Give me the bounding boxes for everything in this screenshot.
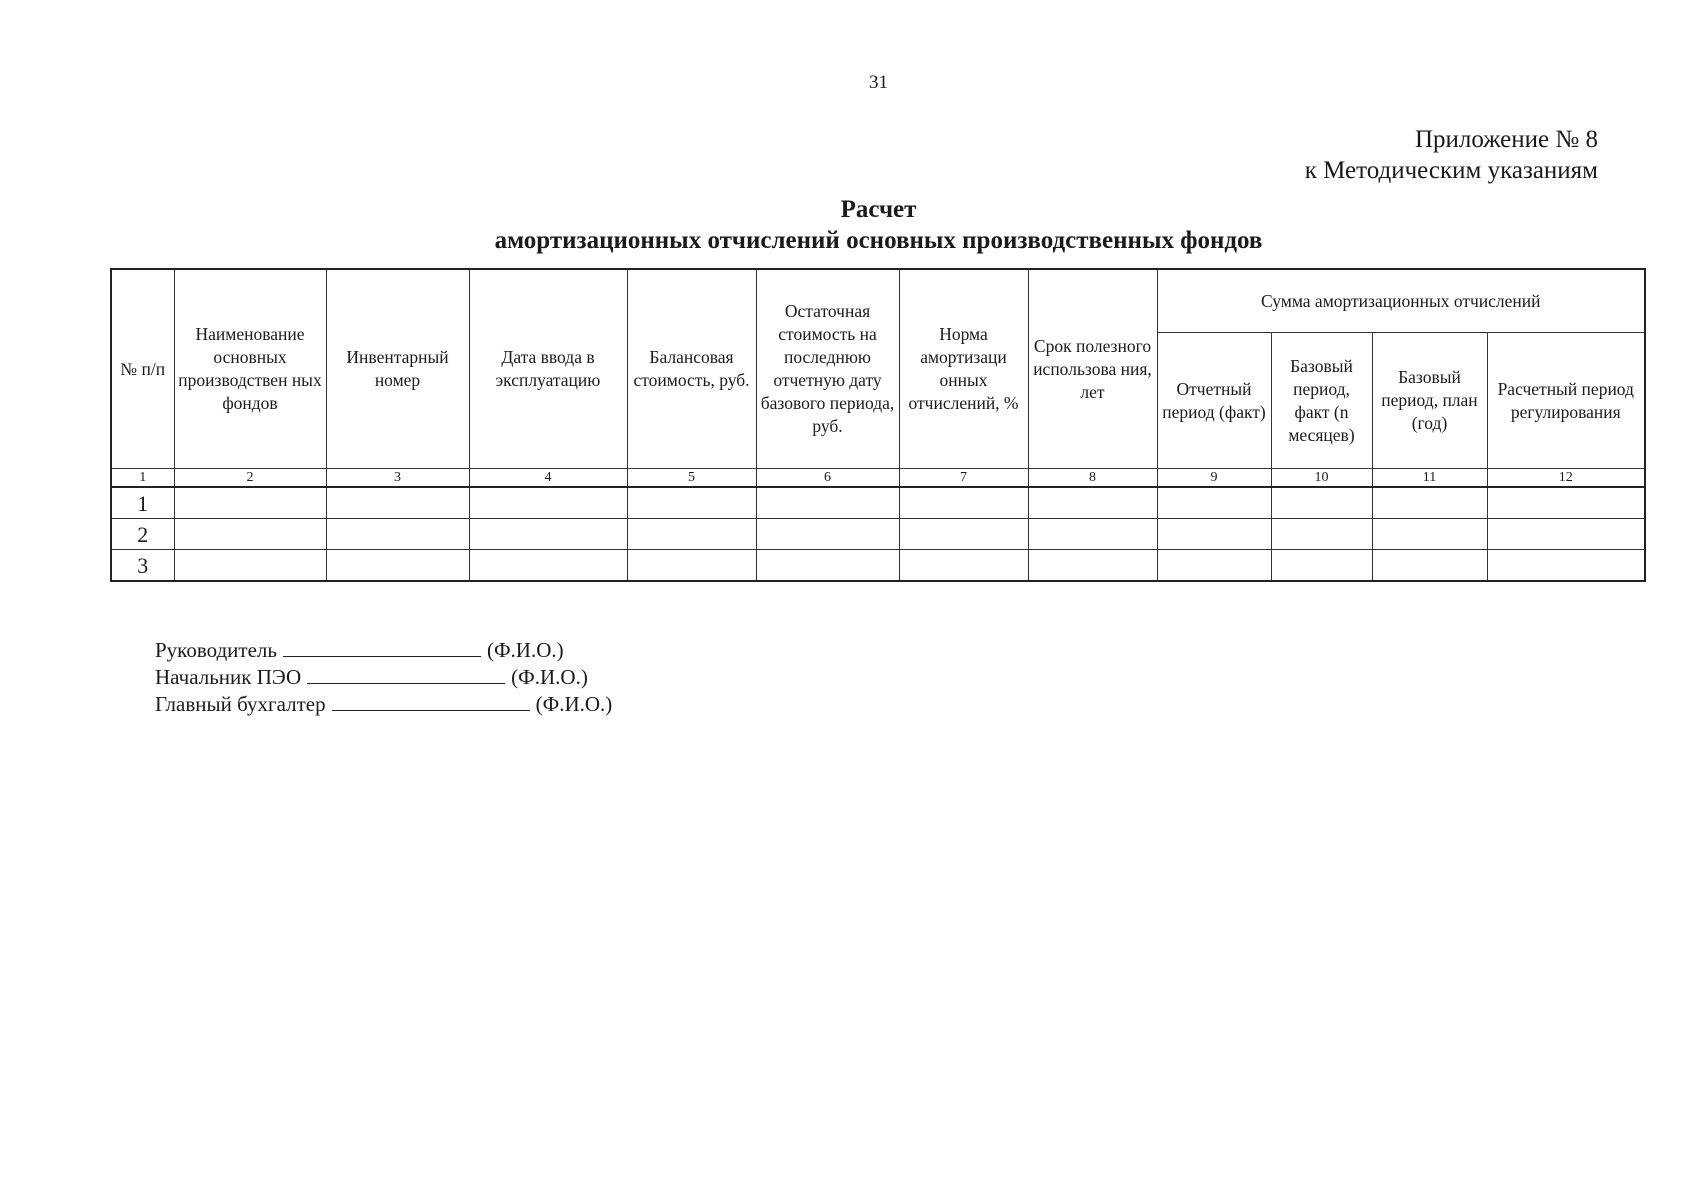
header-row-1 (111, 269, 1645, 333)
table-cell[interactable] (1372, 550, 1487, 582)
signature-blank[interactable] (283, 636, 481, 657)
table-cell[interactable] (174, 550, 326, 582)
table-cell[interactable] (1157, 550, 1271, 582)
table-cell[interactable] (627, 519, 756, 550)
table-cell[interactable] (326, 550, 469, 582)
title-line-2: амортизационных отчислений основных производственных фондов (494, 227, 1263, 254)
header-cell-commission-date: Дата ввода в эксплуатацию (469, 269, 627, 469)
signature-blank[interactable] (332, 690, 530, 711)
signature-line-peo-head (155, 663, 612, 690)
column-number: 1 (111, 469, 174, 488)
column-number: 5 (627, 469, 756, 488)
document-title (0, 194, 1696, 256)
table-cell[interactable] (174, 487, 326, 519)
row-number: 3 (111, 550, 174, 582)
column-number: 8 (1028, 469, 1157, 488)
table-cell[interactable] (756, 550, 899, 582)
table-cell[interactable] (1028, 519, 1157, 550)
table-cell[interactable] (1487, 550, 1645, 582)
signature-suffix: (Ф.И.О.) (486, 638, 564, 662)
header-cell-base-fact: Базовый период, факт (n месяцев) (1271, 333, 1372, 469)
table-row (111, 519, 1645, 550)
header-cell-residual-value: Остаточная стоимость на последнюю отчетную дату базового периода, руб. (756, 269, 899, 469)
table-cell[interactable] (174, 519, 326, 550)
table-cell[interactable] (469, 550, 627, 582)
table-row (111, 487, 1645, 519)
header-cell-regulation: Расчетный период регулирования (1487, 333, 1645, 469)
signature-block (155, 636, 612, 717)
table-cell[interactable] (469, 519, 627, 550)
signature-role: Главный бухгалтер (155, 692, 326, 716)
title-line-1: Расчет (840, 196, 917, 223)
signature-role: Руководитель (155, 638, 277, 662)
table-cell[interactable] (756, 519, 899, 550)
table-cell[interactable] (756, 487, 899, 519)
table-cell[interactable] (1271, 519, 1372, 550)
column-number: 11 (1372, 469, 1487, 488)
column-number: 12 (1487, 469, 1645, 488)
column-number: 10 (1271, 469, 1372, 488)
table-cell[interactable] (1028, 550, 1157, 582)
table-cell[interactable] (627, 550, 756, 582)
header-cell-useful-life: Срок полезного использова ния, лет (1028, 269, 1157, 469)
table-cell[interactable] (1372, 519, 1487, 550)
column-number: 4 (469, 469, 627, 488)
header-cell-num: № п/п (111, 269, 174, 469)
signature-suffix: (Ф.И.О.) (535, 692, 613, 716)
signature-suffix: (Ф.И.О.) (511, 665, 588, 689)
table-cell[interactable] (326, 487, 469, 519)
depreciation-table (110, 268, 1646, 582)
table-cell[interactable] (899, 487, 1028, 519)
signature-role: Начальник ПЭО (155, 665, 302, 689)
appendix-line-2: к Методическим указаниям (1304, 157, 1598, 184)
column-number: 2 (174, 469, 326, 488)
table-cell[interactable] (1157, 519, 1271, 550)
header-cell-book-value: Балансовая стоимость, руб. (627, 269, 756, 469)
table-cell[interactable] (1028, 487, 1157, 519)
appendix-header (1305, 124, 1598, 186)
table-cell[interactable] (1487, 487, 1645, 519)
header-cell-name: Наименование основных производствен ных фондов (174, 269, 326, 469)
table-cell[interactable] (899, 519, 1028, 550)
signature-blank[interactable] (307, 663, 505, 684)
header-cell-rate: Норма амортизаци онных отчислений, % (899, 269, 1028, 469)
signature-line-chief-accountant (155, 690, 612, 717)
table-cell[interactable] (1157, 487, 1271, 519)
row-number: 2 (111, 519, 174, 550)
page-number: 31 (869, 72, 888, 93)
table-cell[interactable] (1372, 487, 1487, 519)
signature-line-director (155, 636, 612, 663)
table-cell[interactable] (899, 550, 1028, 582)
appendix-line-1: Приложение № 8 (1414, 126, 1598, 153)
table-cell[interactable] (469, 487, 627, 519)
header-cell-base-plan: Базовый период, план (год) (1372, 333, 1487, 469)
header-cell-reporting: Отчетный период (факт) (1157, 333, 1271, 469)
column-number: 6 (756, 469, 899, 488)
row-number: 1 (111, 487, 174, 519)
header-cell-group: Сумма амортизационных отчислений (1157, 269, 1645, 333)
table-cell[interactable] (326, 519, 469, 550)
header-cell-inventory: Инвентарный номер (326, 269, 469, 469)
table-cell[interactable] (1271, 550, 1372, 582)
table-cell[interactable] (627, 487, 756, 519)
column-number-row (111, 469, 1645, 488)
column-number: 7 (899, 469, 1028, 488)
table-cell[interactable] (1487, 519, 1645, 550)
column-number: 3 (326, 469, 469, 488)
column-number: 9 (1157, 469, 1271, 488)
table-row (111, 550, 1645, 582)
table-cell[interactable] (1271, 487, 1372, 519)
